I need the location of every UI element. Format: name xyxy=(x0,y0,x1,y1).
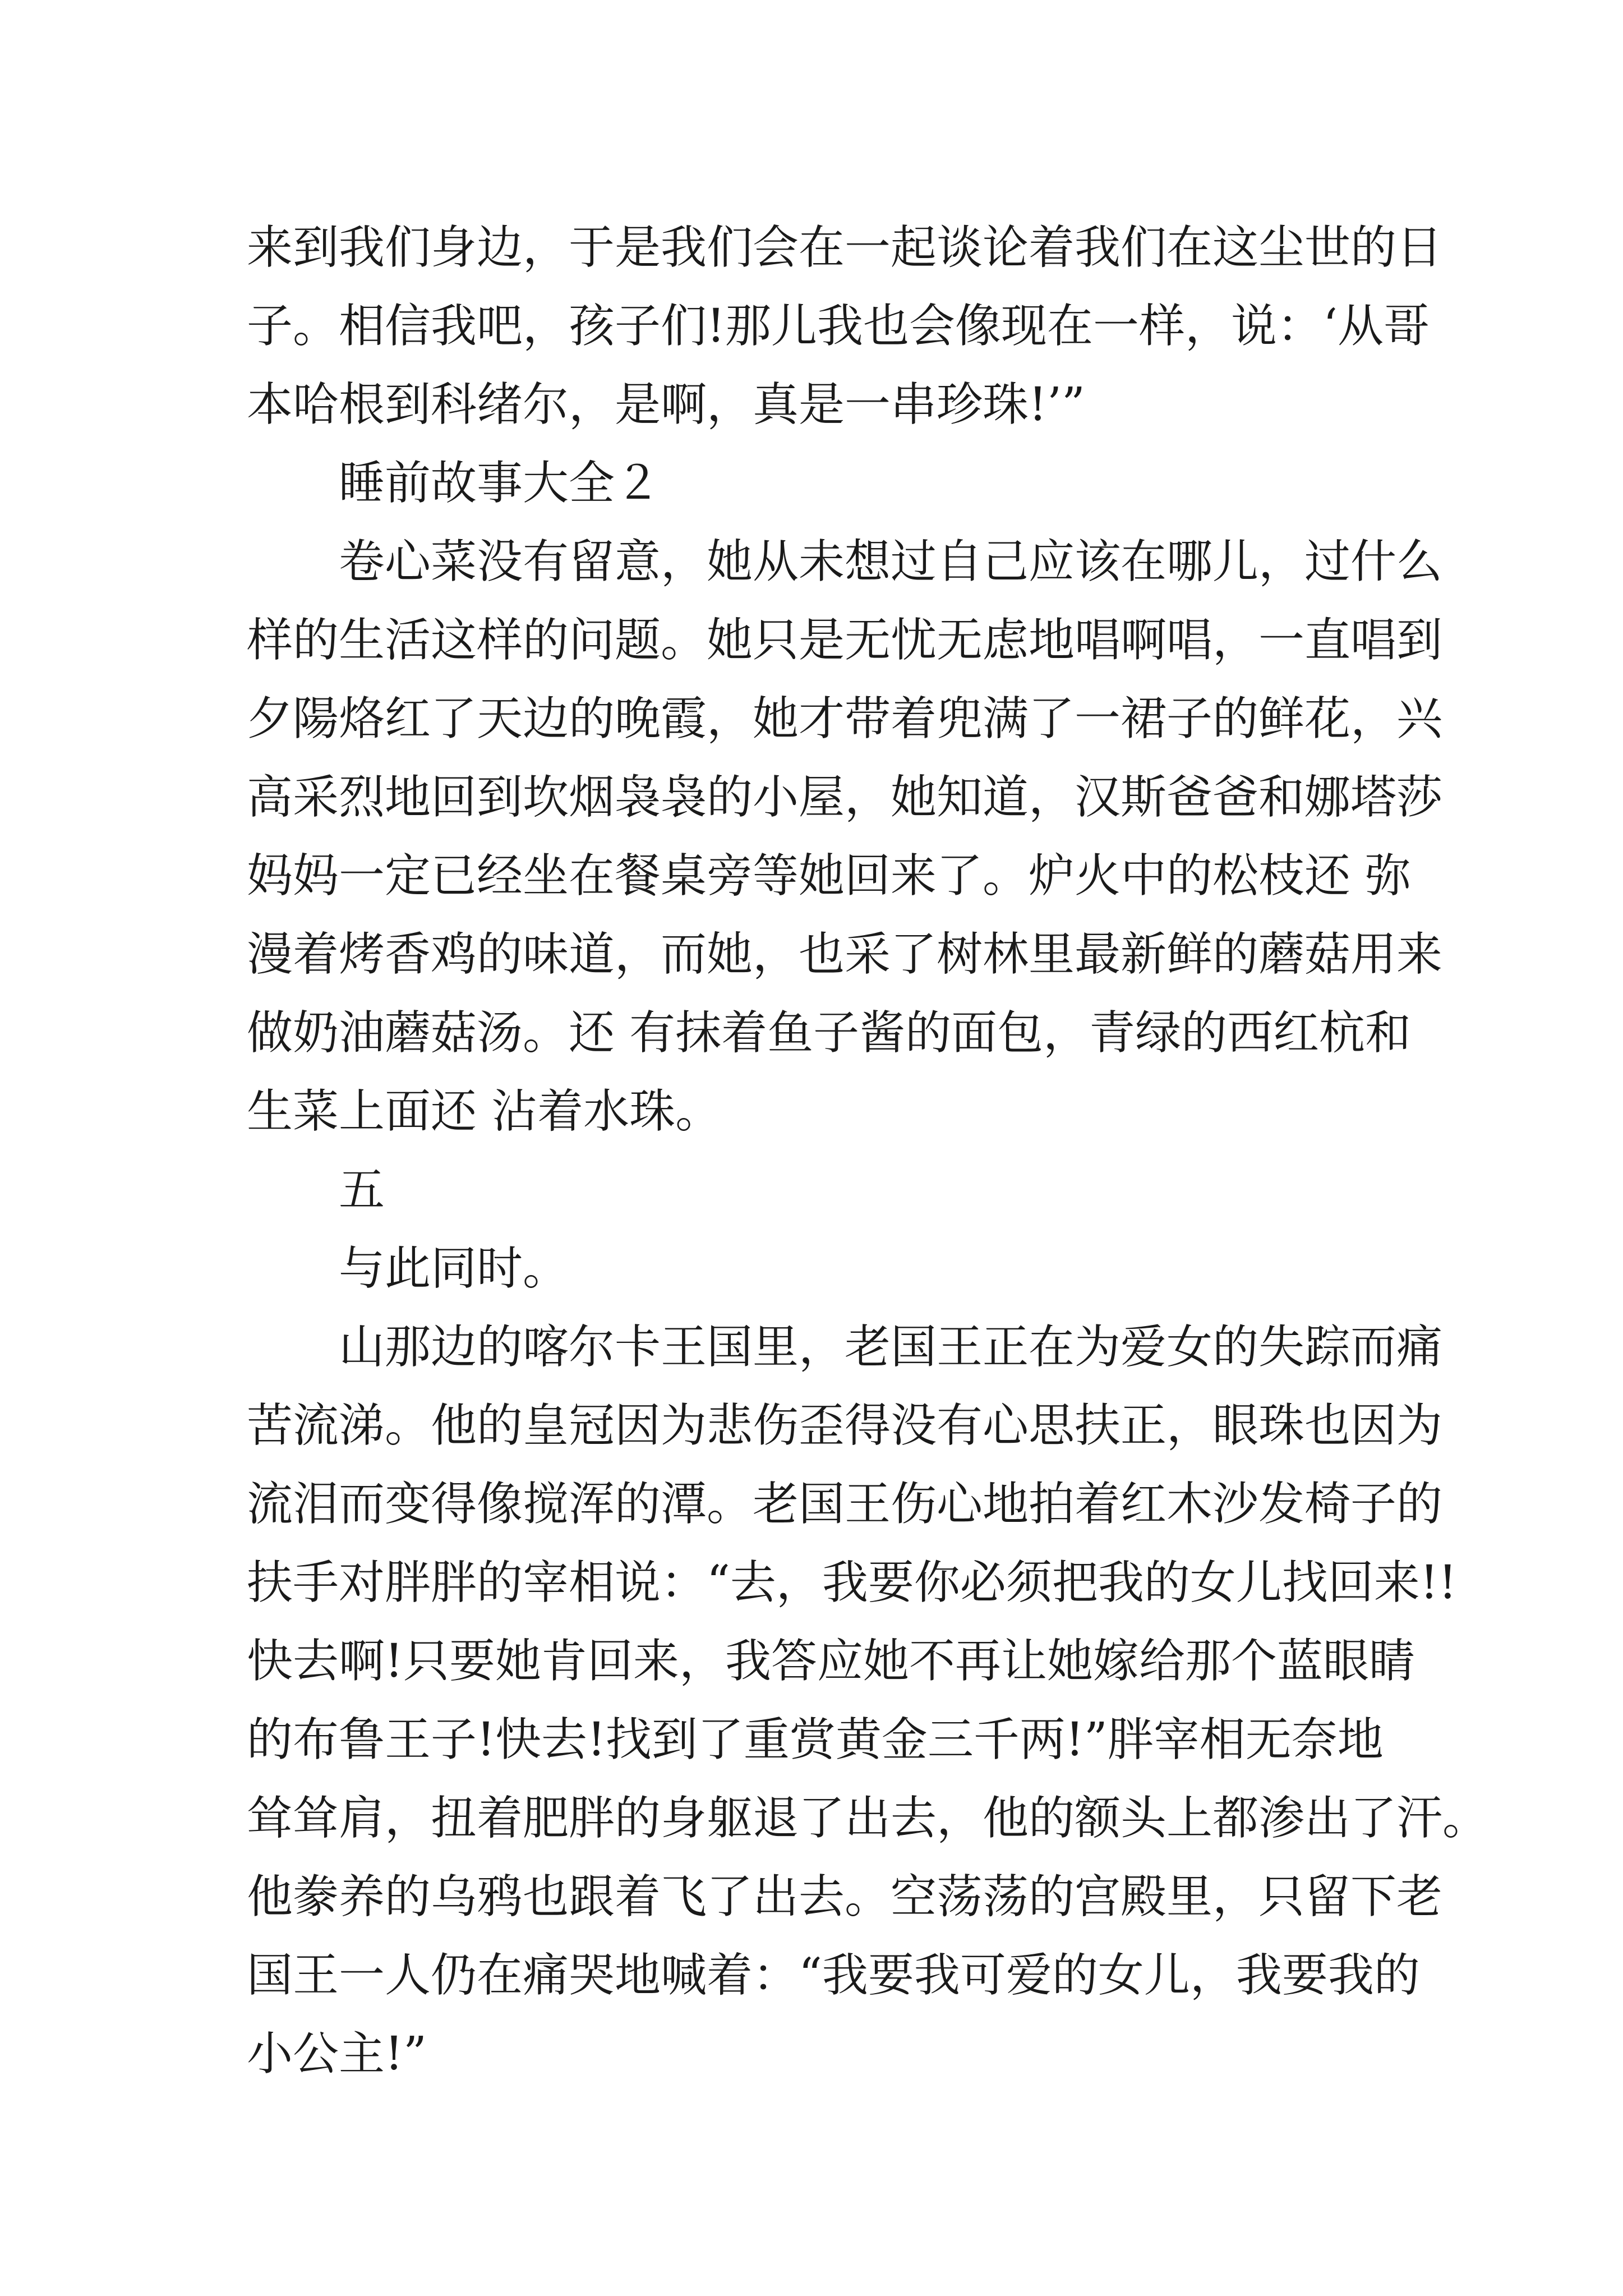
text-line: 夕陽烙红了天边的晚霞，她才带着兜满了一裙子的鲜花，兴 xyxy=(247,692,1443,746)
chapter-number: 五 xyxy=(339,1163,385,1217)
paragraph-start: 山那边的喀尔卡王国里，老国王正在为爱女的失踪而痛 xyxy=(339,1320,1443,1374)
text-line: 本哈根到科绪尔，是啊，真是一串珍珠!’” xyxy=(247,378,1085,431)
text-line: 国王一人仍在痛哭地喊着：“我要我可爱的女儿，我要我的 xyxy=(247,1949,1420,2002)
text-line: 流泪而变得像搅浑的潭。老国王伤心地拍着红木沙发椅子的 xyxy=(247,1478,1443,1531)
text-line: 的布鲁王子!快去!找到了重赏黄金三千两!”胖宰相无奈地 xyxy=(247,1713,1384,1766)
text-line: 快去啊!只要她肯回来，我答应她不再让她嫁给那个蓝眼睛 xyxy=(247,1635,1415,1688)
section-heading: 睡前故事大全２ xyxy=(339,457,661,510)
text-line: 生菜上面还 沾着水珠。 xyxy=(247,1085,722,1138)
text-line: 高采烈地回到坎烟袅袅的小屋，她知道，汉斯爸爸和娜塔莎 xyxy=(247,771,1443,824)
text-line: 子。相信我吧，孩子们!那儿我也会像现在一样，说：‘从哥 xyxy=(247,300,1430,353)
text-line: 小公主!” xyxy=(247,2027,427,2081)
document-page xyxy=(247,209,1489,2093)
paragraph-start: 与此同时。 xyxy=(339,1242,569,1295)
paragraph-start: 卷心菜没有留意，她从未想过自己应该在哪儿，过什么 xyxy=(339,535,1443,588)
text-line: 漫着烤香鸡的味道，而她，也采了树林里最新鲜的蘑菇用来 xyxy=(247,928,1443,981)
text-line: 做奶油蘑菇汤。还 有抹着鱼子酱的面包，青绿的西红杭和 xyxy=(247,1006,1412,1060)
text-line: 他豢养的乌鸦也跟着飞了出去。空荡荡的宫殿里，只留下老 xyxy=(247,1870,1443,1924)
text-line: 扶手对胖胖的宰相说：“去，我要你必须把我的女儿找回来!! xyxy=(247,1556,1457,1609)
text-line: 耸耸肩，扭着肥胖的身躯退了出去，他的额头上都渗出了汗。 xyxy=(247,1792,1489,1845)
text-line: 妈妈一定已经坐在餐桌旁等她回来了。炉火中的松枝还 弥 xyxy=(247,849,1412,903)
text-line: 来到我们身边，于是我们会在一起谈论着我们在这尘世的日 xyxy=(247,221,1443,274)
text-line: 苦流涕。他的皇冠因为悲伤歪得没有心思扶正，眼珠也因为 xyxy=(247,1399,1443,1452)
text-line: 样的生活这样的问题。她只是无忧无虑地唱啊唱，一直唱到 xyxy=(247,614,1443,667)
